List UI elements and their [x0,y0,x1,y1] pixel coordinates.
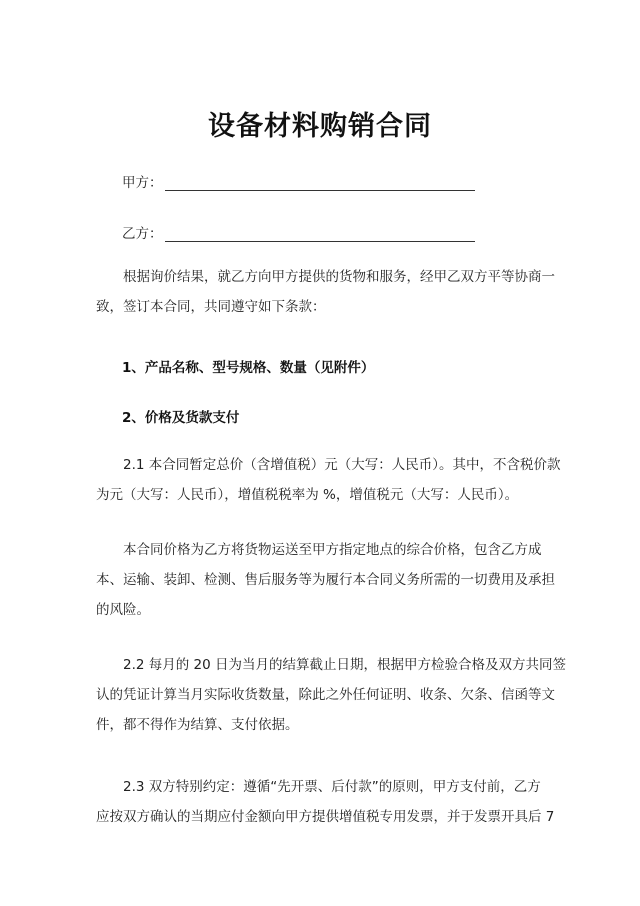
clause-2-1-line: 2.1 本合同暂定总价（含增值税）元（大写：人民币）。其中，不含税价款 [123,457,561,473]
intro-line: 致，签订本合同，共同遵守如下条款： [96,299,326,315]
party-b-label: 乙方： [122,226,163,242]
clause-2-3-line: 2.3 双方特别约定：遵循“先开票、后付款”的原则，甲方支付前，乙方 [123,779,541,795]
clause-2-2-line: 件，都不得作为结算、支付依据。 [96,717,299,733]
clause-2-1-line: 为元（大写：人民币），增值税税率为 %，增值税元（大写：人民币）。 [96,487,519,503]
clause-2-2-paragraph [96,650,567,740]
intro-paragraph [96,262,555,322]
section-2-heading: 2、价格及货款支付 [122,410,240,426]
clause-2-3-paragraph [96,772,555,832]
party-b-field [122,222,475,242]
price-note-line: 本、运输、装卸、检测、售后服务等为履行本合同义务所需的一切费用及承担 [96,572,555,588]
party-b-underline [165,227,475,242]
clause-2-2-line: 2.2 每月的 20 日为当月的结算截止日期，根据甲方检验合格及双方共同签 [123,657,567,673]
intro-line: 根据询价结果，就乙方向甲方提供的货物和服务，经甲乙双方平等协商一 [123,269,555,285]
clause-2-2-line: 认的凭证计算当月实际收货数量，除此之外任何证明、收条、欠条、信函等文 [96,687,555,703]
clause-2-3-line: 应按双方确认的当期应付金额向甲方提供增值税专用发票，并于发票开具后 7 [96,809,555,825]
clause-2-1-paragraph [96,450,561,510]
party-a-label: 甲方： [122,175,163,191]
document-title: 设备材料购销合同 [208,111,432,142]
price-note-line: 的风险。 [96,602,150,618]
party-a-field [122,171,475,191]
party-a-underline [165,176,475,191]
price-note-paragraph [96,535,555,625]
price-note-line: 本合同价格为乙方将货物运送至甲方指定地点的综合价格，包含乙方成 [123,542,542,558]
section-1-heading: 1、产品名称、型号规格、数量（见附件） [122,360,375,376]
